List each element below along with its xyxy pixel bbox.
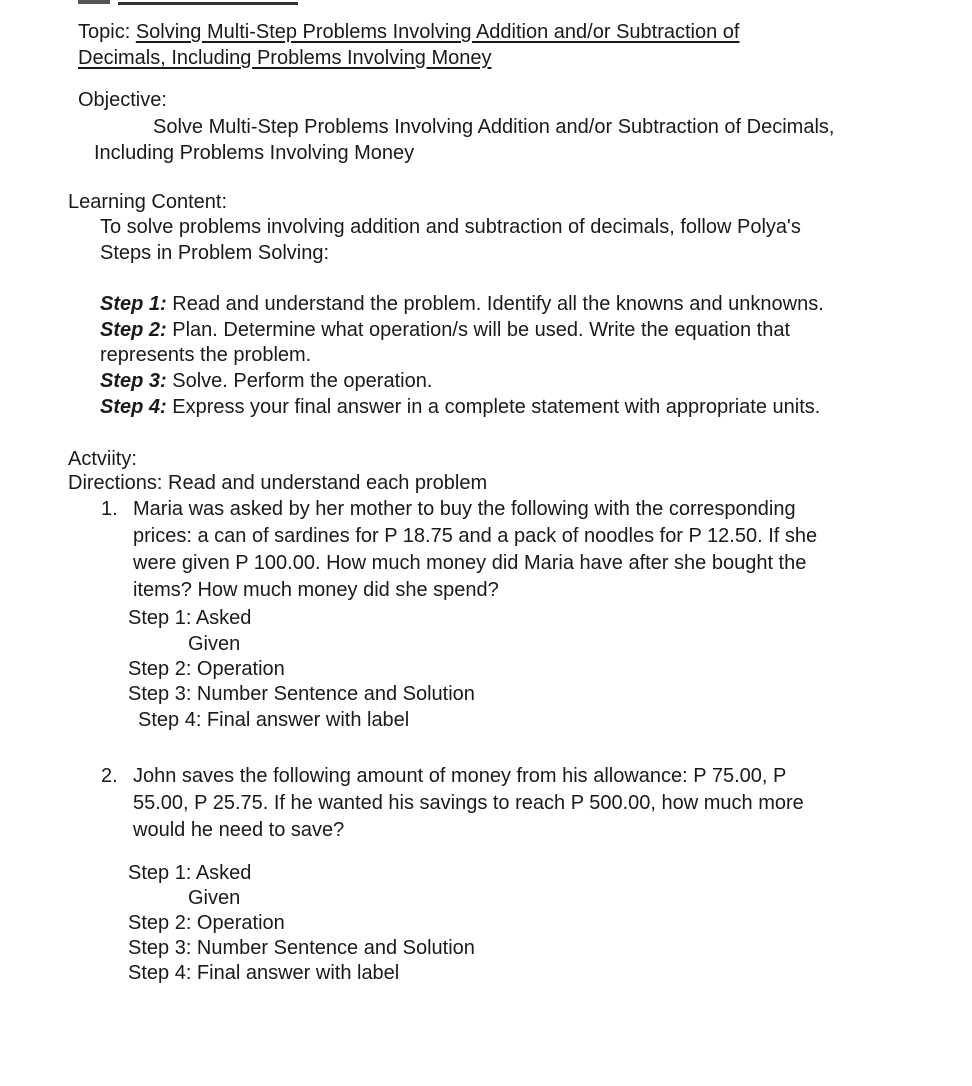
polya-step-1-text: Read and understand the problem. Identify all the knowns and unknowns. <box>172 293 824 315</box>
problem-2-step-2: Step 2: Operation <box>128 912 285 934</box>
problem-1-line-2: prices: a can of sardines for P 18.75 and a pack of noodles for P 12.50. If she <box>133 525 818 547</box>
problem-1-line-4: items? How much money did she spend? <box>133 579 499 601</box>
problem-1-step-2: Step 2: Operation <box>128 658 285 680</box>
cropped-header-fragment <box>78 0 110 4</box>
topic-title-part-1: Solving Multi-Step Problems Involving Addition and/or Subtraction of <box>135 21 740 43</box>
polya-step-4-text: Express your final answer in a complete statement with appropriate units. <box>172 396 821 418</box>
objective-text-line-2: Including Problems Involving Money <box>94 142 415 164</box>
topic-line-1 <box>78 19 739 45</box>
polya-step-2-continued: represents the problem. <box>100 344 312 366</box>
activity-directions: Directions: Read and understand each problem <box>68 472 488 494</box>
problem-1-line-3: were given P 100.00. How much money did Maria have after she bought the <box>133 552 807 574</box>
polya-step-3 <box>100 368 432 394</box>
problem-1-step-3: Step 3: Number Sentence and Solution <box>128 683 475 705</box>
polya-step-2 <box>100 317 790 343</box>
problem-1-given: Given <box>188 633 241 655</box>
learning-content-label: Learning Content: <box>68 191 228 213</box>
problem-1-number: 1. <box>101 498 118 520</box>
learning-content-intro-1: To solve problems involving addition and subtraction of decimals, follow Polya's <box>100 216 801 238</box>
problem-2-line-2: 55.00, P 25.75. If he wanted his savings to reach P 500.00, how much more <box>133 792 804 814</box>
polya-step-2-text: Plan. Determine what operation/s will be used. Write the equation that <box>172 319 791 341</box>
polya-step-4 <box>100 394 820 420</box>
problem-1-line-1: Maria was asked by her mother to buy the following with the corresponding <box>133 498 796 520</box>
polya-step-1-name: Step 1: <box>100 293 167 315</box>
topic-title-part-2: Decimals, Including Problems Involving Money <box>78 47 492 69</box>
problem-2-given: Given <box>188 887 241 909</box>
polya-step-3-name: Step 3: <box>100 370 167 392</box>
polya-step-3-text: Solve. Perform the operation. <box>172 370 433 392</box>
problem-2-step-3: Step 3: Number Sentence and Solution <box>128 937 475 959</box>
polya-step-1 <box>100 291 824 317</box>
problem-1-step-1: Step 1: Asked <box>128 607 252 629</box>
problem-2-step-4: Step 4: Final answer with label <box>128 962 400 984</box>
cropped-header-underline <box>118 0 298 6</box>
learning-content-intro-2: Steps in Problem Solving: <box>100 242 330 264</box>
objective-text-line-1: Solve Multi-Step Problems Involving Addition and/or Subtraction of Decimals, <box>153 116 835 138</box>
problem-2-line-3: would he need to save? <box>133 819 345 841</box>
objective-label: Objective: <box>78 89 167 111</box>
problem-2-line-1: John saves the following amount of money from his allowance: P 75.00, P <box>133 765 787 787</box>
topic-label: Topic: <box>78 21 131 43</box>
polya-step-4-name: Step 4: <box>100 396 167 418</box>
problem-1-step-4: Step 4: Final answer with label <box>138 709 410 731</box>
problem-2-step-1: Step 1: Asked <box>128 862 252 884</box>
problem-2-number: 2. <box>101 765 118 787</box>
activity-label: Actviity: <box>68 448 137 470</box>
polya-step-2-name: Step 2: <box>100 319 167 341</box>
